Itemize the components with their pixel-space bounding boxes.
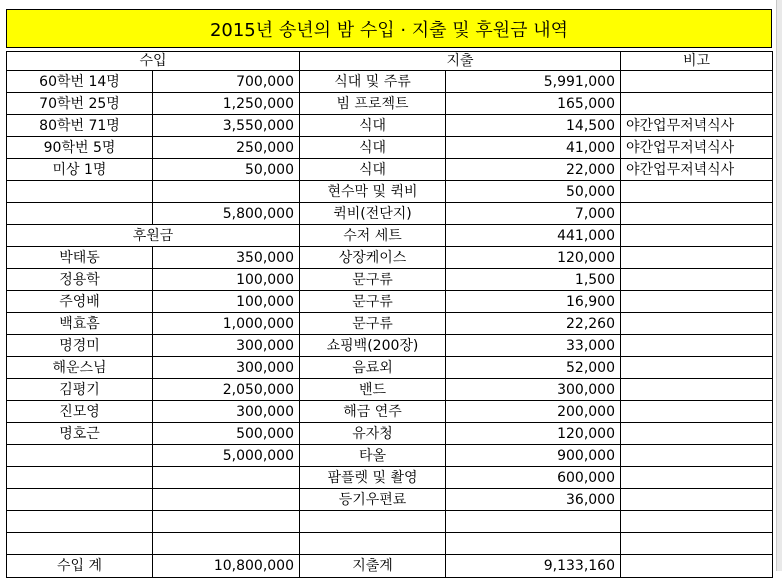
expense-item-cell[interactable]: 상장케이스	[300, 247, 446, 269]
table-row	[7, 71, 773, 93]
note-cell[interactable]	[621, 357, 773, 379]
note-cell[interactable]: 야간업무저녁식사	[621, 137, 773, 159]
note-cell[interactable]	[621, 423, 773, 445]
table-row	[7, 445, 773, 467]
income-amount-cell[interactable]: 100,000	[153, 291, 300, 313]
expense-amount-cell[interactable]: 200,000	[446, 401, 621, 423]
expense-item-cell[interactable]: 식대	[300, 159, 446, 181]
income-item-cell[interactable]: 60학번 14명	[7, 71, 153, 93]
donation-header: 후원금	[7, 225, 300, 247]
income-item-cell[interactable]	[7, 467, 153, 489]
expense-amount-cell[interactable]: 14,500	[446, 115, 621, 137]
expense-item-cell[interactable]: 식대	[300, 115, 446, 137]
table-row	[7, 203, 773, 225]
note-cell[interactable]	[621, 269, 773, 291]
expense-item-cell[interactable]: 해금 연주	[300, 401, 446, 423]
income-item-cell[interactable]	[7, 445, 153, 467]
note-cell[interactable]	[621, 467, 773, 489]
table-row	[7, 423, 773, 445]
income-amount-cell[interactable]: 1,000,000	[153, 313, 300, 335]
sheet-title: 2015년 송년의 밤 수입 · 지출 및 후원금 내역	[6, 9, 772, 48]
income-item-cell[interactable]	[7, 203, 153, 225]
income-header: 수입	[7, 52, 300, 71]
income-item-cell[interactable]: 김평기	[7, 379, 153, 401]
table-row	[7, 225, 773, 247]
note-cell[interactable]	[621, 93, 773, 115]
expense-total-label: 지출계	[300, 555, 446, 578]
table-row	[7, 269, 773, 291]
table-row	[7, 247, 773, 269]
note-cell[interactable]	[621, 247, 773, 269]
expense-amount-cell[interactable]: 33,000	[446, 335, 621, 357]
expense-amount-cell[interactable]: 120,000	[446, 247, 621, 269]
expense-amount-cell[interactable]: 5,991,000	[446, 71, 621, 93]
income-amount-cell[interactable]: 300,000	[153, 357, 300, 379]
expense-item-cell[interactable]: 문구류	[300, 313, 446, 335]
table-row	[7, 533, 773, 555]
total-note-cell[interactable]	[621, 555, 773, 578]
income-item-cell[interactable]: 90학번 5명	[7, 137, 153, 159]
expense-item-cell[interactable]: 유자청	[300, 423, 446, 445]
expense-item-cell[interactable]: 현수막 및 퀵비	[300, 181, 446, 203]
expense-item-cell[interactable]	[300, 511, 446, 533]
table-row	[7, 467, 773, 489]
income-total-value[interactable]: 10,800,000	[153, 555, 300, 578]
income-amount-cell[interactable]: 500,000	[153, 423, 300, 445]
expense-amount-cell[interactable]: 41,000	[446, 137, 621, 159]
income-item-cell[interactable]: 명경미	[7, 335, 153, 357]
income-amount-cell[interactable]: 5,800,000	[153, 203, 300, 225]
expense-item-cell[interactable]	[300, 533, 446, 555]
table-row	[7, 335, 773, 357]
table-row	[7, 137, 773, 159]
expense-item-cell[interactable]: 문구류	[300, 269, 446, 291]
income-amount-cell[interactable]	[153, 181, 300, 203]
header-row	[7, 52, 773, 71]
note-cell[interactable]	[621, 533, 773, 555]
expense-amount-cell[interactable]	[446, 511, 621, 533]
scrollbar-edge[interactable]	[776, 0, 782, 571]
table-row	[7, 401, 773, 423]
expense-amount-cell[interactable]: 50,000	[446, 181, 621, 203]
note-cell[interactable]	[621, 489, 773, 511]
income-amount-cell[interactable]	[153, 467, 300, 489]
expense-amount-cell[interactable]: 52,000	[446, 357, 621, 379]
note-cell[interactable]: 야간업무저녁식사	[621, 115, 773, 137]
note-header: 비고	[621, 52, 773, 71]
expense-header: 지출	[300, 52, 621, 71]
ledger-table	[6, 51, 773, 578]
table-row	[7, 511, 773, 533]
income-item-cell[interactable]	[7, 181, 153, 203]
expense-item-cell[interactable]: 음료외	[300, 357, 446, 379]
expense-amount-cell[interactable]: 300,000	[446, 379, 621, 401]
note-cell[interactable]	[621, 203, 773, 225]
note-cell[interactable]	[621, 71, 773, 93]
expense-item-cell[interactable]: 수저 세트	[300, 225, 446, 247]
income-item-cell[interactable]: 80학번 71명	[7, 115, 153, 137]
table-row	[7, 291, 773, 313]
total-row	[7, 555, 773, 578]
note-cell[interactable]	[621, 379, 773, 401]
expense-total-value[interactable]: 9,133,160	[446, 555, 621, 578]
note-cell[interactable]	[621, 445, 773, 467]
expense-item-cell[interactable]: 식대	[300, 137, 446, 159]
expense-item-cell[interactable]: 쇼핑백(200장)	[300, 335, 446, 357]
income-total-label: 수입 계	[7, 555, 153, 578]
table-row	[7, 379, 773, 401]
table-row	[7, 313, 773, 335]
table-row	[7, 489, 773, 511]
income-item-cell[interactable]: 백효흠	[7, 313, 153, 335]
expense-amount-cell[interactable]: 22,000	[446, 159, 621, 181]
income-item-cell[interactable]: 주영배	[7, 291, 153, 313]
expense-amount-cell[interactable]: 1,500	[446, 269, 621, 291]
income-amount-cell[interactable]: 300,000	[153, 335, 300, 357]
income-item-cell[interactable]	[7, 533, 153, 555]
expense-item-cell[interactable]: 등기우편료	[300, 489, 446, 511]
income-amount-cell[interactable]: 100,000	[153, 269, 300, 291]
expense-amount-cell[interactable]: 900,000	[446, 445, 621, 467]
expense-amount-cell[interactable]: 22,260	[446, 313, 621, 335]
income-amount-cell[interactable]: 5,000,000	[153, 445, 300, 467]
income-amount-cell[interactable]: 3,550,000	[153, 115, 300, 137]
expense-item-cell[interactable]: 밴드	[300, 379, 446, 401]
income-amount-cell[interactable]: 1,250,000	[153, 93, 300, 115]
note-cell[interactable]	[621, 181, 773, 203]
expense-item-cell[interactable]: 식대 및 주류	[300, 71, 446, 93]
income-item-cell[interactable]	[7, 489, 153, 511]
expense-item-cell[interactable]: 빔 프로젝트	[300, 93, 446, 115]
expense-amount-cell[interactable]: 600,000	[446, 467, 621, 489]
income-item-cell[interactable]: 해운스님	[7, 357, 153, 379]
income-amount-cell[interactable]	[153, 489, 300, 511]
note-cell[interactable]	[621, 335, 773, 357]
expense-amount-cell[interactable]	[446, 533, 621, 555]
income-item-cell[interactable]: 70학번 25명	[7, 93, 153, 115]
expense-item-cell[interactable]: 타올	[300, 445, 446, 467]
income-amount-cell[interactable]: 300,000	[153, 401, 300, 423]
income-item-cell[interactable]: 박태동	[7, 247, 153, 269]
income-amount-cell[interactable]: 350,000	[153, 247, 300, 269]
expense-amount-cell[interactable]: 120,000	[446, 423, 621, 445]
income-item-cell[interactable]: 정용학	[7, 269, 153, 291]
note-cell[interactable]	[621, 291, 773, 313]
expense-item-cell[interactable]: 퀵비(전단지)	[300, 203, 446, 225]
expense-item-cell[interactable]: 문구류	[300, 291, 446, 313]
expense-amount-cell[interactable]: 36,000	[446, 489, 621, 511]
income-amount-cell[interactable]: 50,000	[153, 159, 300, 181]
table-row	[7, 115, 773, 137]
income-amount-cell[interactable]	[153, 511, 300, 533]
expense-amount-cell[interactable]: 7,000	[446, 203, 621, 225]
note-cell[interactable]: 야간업무저녁식사	[621, 159, 773, 181]
note-cell[interactable]	[621, 225, 773, 247]
income-item-cell[interactable]: 명호근	[7, 423, 153, 445]
income-amount-cell[interactable]	[153, 533, 300, 555]
table-row	[7, 159, 773, 181]
expense-amount-cell[interactable]: 441,000	[446, 225, 621, 247]
note-cell[interactable]	[621, 401, 773, 423]
income-item-cell[interactable]	[7, 511, 153, 533]
income-item-cell[interactable]: 미상 1명	[7, 159, 153, 181]
table-row	[7, 93, 773, 115]
income-amount-cell[interactable]: 2,050,000	[153, 379, 300, 401]
expense-item-cell[interactable]: 팜플렛 및 촬영	[300, 467, 446, 489]
expense-amount-cell[interactable]: 165,000	[446, 93, 621, 115]
table-row	[7, 181, 773, 203]
income-item-cell[interactable]: 진모영	[7, 401, 153, 423]
note-cell[interactable]	[621, 511, 773, 533]
income-amount-cell[interactable]: 700,000	[153, 71, 300, 93]
note-cell[interactable]	[621, 313, 773, 335]
table-row	[7, 357, 773, 379]
income-amount-cell[interactable]: 250,000	[153, 137, 300, 159]
expense-amount-cell[interactable]: 16,900	[446, 291, 621, 313]
